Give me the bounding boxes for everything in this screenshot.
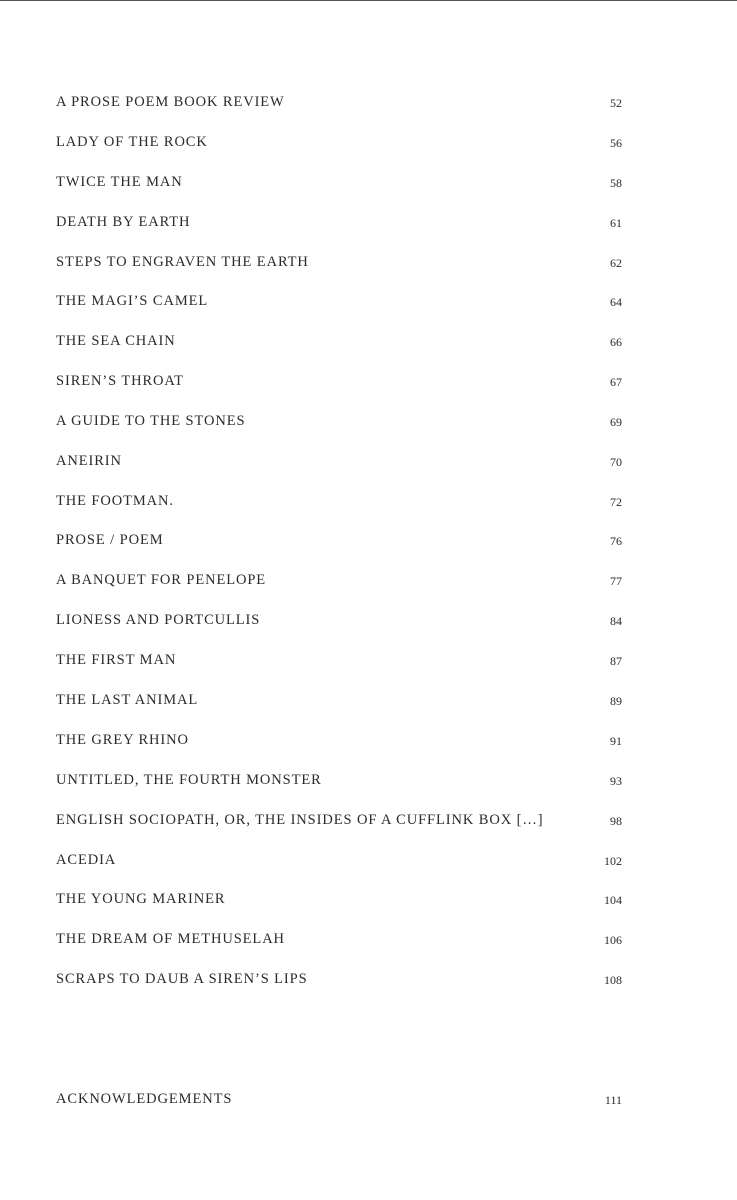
toc-entry[interactable]: [56, 131, 622, 153]
toc-entry-title: THE LAST ANIMAL: [56, 692, 199, 708]
toc-entry[interactable]: [56, 649, 622, 671]
toc-entry[interactable]: [56, 569, 622, 591]
toc-entry-title: UNTITLED, THE FOURTH MONSTER: [56, 772, 322, 788]
toc-entry[interactable]: [56, 849, 622, 871]
toc-entry[interactable]: [56, 370, 622, 392]
toc-entry-page: 76: [610, 534, 622, 548]
toc-entry[interactable]: [56, 769, 622, 791]
toc-entry[interactable]: [56, 689, 622, 711]
toc-entry[interactable]: [56, 928, 622, 950]
toc-entry-page: 70: [610, 455, 622, 469]
toc-entry[interactable]: [56, 330, 622, 352]
toc-entry[interactable]: [56, 410, 622, 432]
toc-entry[interactable]: [56, 171, 622, 193]
toc-entry[interactable]: [56, 609, 622, 631]
toc-entry-page: 58: [610, 176, 622, 190]
toc-entry-title: DEATH BY EARTH: [56, 214, 191, 230]
toc-entry[interactable]: [56, 888, 622, 910]
toc-entry-title: THE GREY RHINO: [56, 732, 189, 748]
toc-entry[interactable]: [56, 290, 622, 312]
toc-entry[interactable]: [56, 91, 622, 113]
toc-entry-page: 66: [610, 335, 622, 349]
toc-entry-title: ACEDIA: [56, 852, 117, 868]
toc-entry-title: PROSE / POEM: [56, 532, 164, 548]
toc-entry-title: TWICE THE MAN: [56, 174, 183, 190]
toc-entry-page: 62: [610, 256, 622, 270]
toc-entry-page: 72: [610, 495, 622, 509]
toc-entry[interactable]: [56, 809, 622, 831]
toc-entry-page: 108: [604, 973, 622, 987]
toc-entry-page: 106: [604, 933, 622, 947]
toc-entry-page: 93: [610, 774, 622, 788]
toc-entry[interactable]: [56, 729, 622, 751]
toc-entry[interactable]: [56, 968, 622, 990]
toc-entry-page: 64: [610, 295, 622, 309]
toc-entry-title: LADY OF THE ROCK: [56, 134, 208, 150]
toc-entry-page: 61: [610, 216, 622, 230]
toc-entry-title: THE FOOTMAN.: [56, 493, 174, 509]
toc-entry-title: THE YOUNG MARINER: [56, 891, 226, 907]
toc-entry-page: 52: [610, 96, 622, 110]
toc-entry[interactable]: [56, 490, 622, 512]
toc-entry-title: ACKNOWLEDGEMENTS: [56, 1091, 233, 1107]
toc-entry-acknowledgements[interactable]: [56, 1088, 622, 1110]
toc-entry-page: 56: [610, 136, 622, 150]
toc-entry[interactable]: [56, 211, 622, 233]
toc-entry-page: 77: [610, 574, 622, 588]
toc-entry-page: 87: [610, 654, 622, 668]
toc-entry[interactable]: [56, 251, 622, 273]
toc-entry-page: 84: [610, 614, 622, 628]
toc-entry-page: 102: [604, 854, 622, 868]
toc-entry[interactable]: [56, 529, 622, 551]
toc-entry-title: A BANQUET FOR PENELOPE: [56, 572, 267, 588]
toc-entry-title: THE MAGI’S CAMEL: [56, 293, 209, 309]
toc-entry-title: LIONESS AND PORTCULLIS: [56, 612, 261, 628]
toc-entry-page: 69: [610, 415, 622, 429]
toc-entry-page: 98: [610, 814, 622, 828]
toc-entry-title: SIREN’S THROAT: [56, 373, 184, 389]
toc-entry-title: THE DREAM OF METHUSELAH: [56, 931, 285, 947]
toc-entry-page: 67: [610, 375, 622, 389]
toc-entry-title: ENGLISH SOCIOPATH, OR, THE INSIDES OF A CUFFLINK BOX […]: [56, 812, 544, 828]
toc-entry[interactable]: [56, 450, 622, 472]
toc-entry-title: A PROSE POEM BOOK REVIEW: [56, 94, 285, 110]
toc-entry-page: 111: [604, 1093, 622, 1107]
toc-entry-page: 104: [604, 893, 622, 907]
toc-entry-page: 91: [610, 734, 622, 748]
toc-entry-title: A GUIDE TO THE STONES: [56, 413, 246, 429]
toc-entry-title: ANEIRIN: [56, 453, 122, 469]
toc-entry-title: THE FIRST MAN: [56, 652, 177, 668]
toc-entry-title: THE SEA CHAIN: [56, 333, 176, 349]
toc-entry-title: STEPS TO ENGRAVEN THE EARTH: [56, 254, 309, 270]
toc-entry-page: 89: [610, 694, 622, 708]
toc-entry-title: SCRAPS TO DAUB A SIREN’S LIPS: [56, 971, 308, 987]
